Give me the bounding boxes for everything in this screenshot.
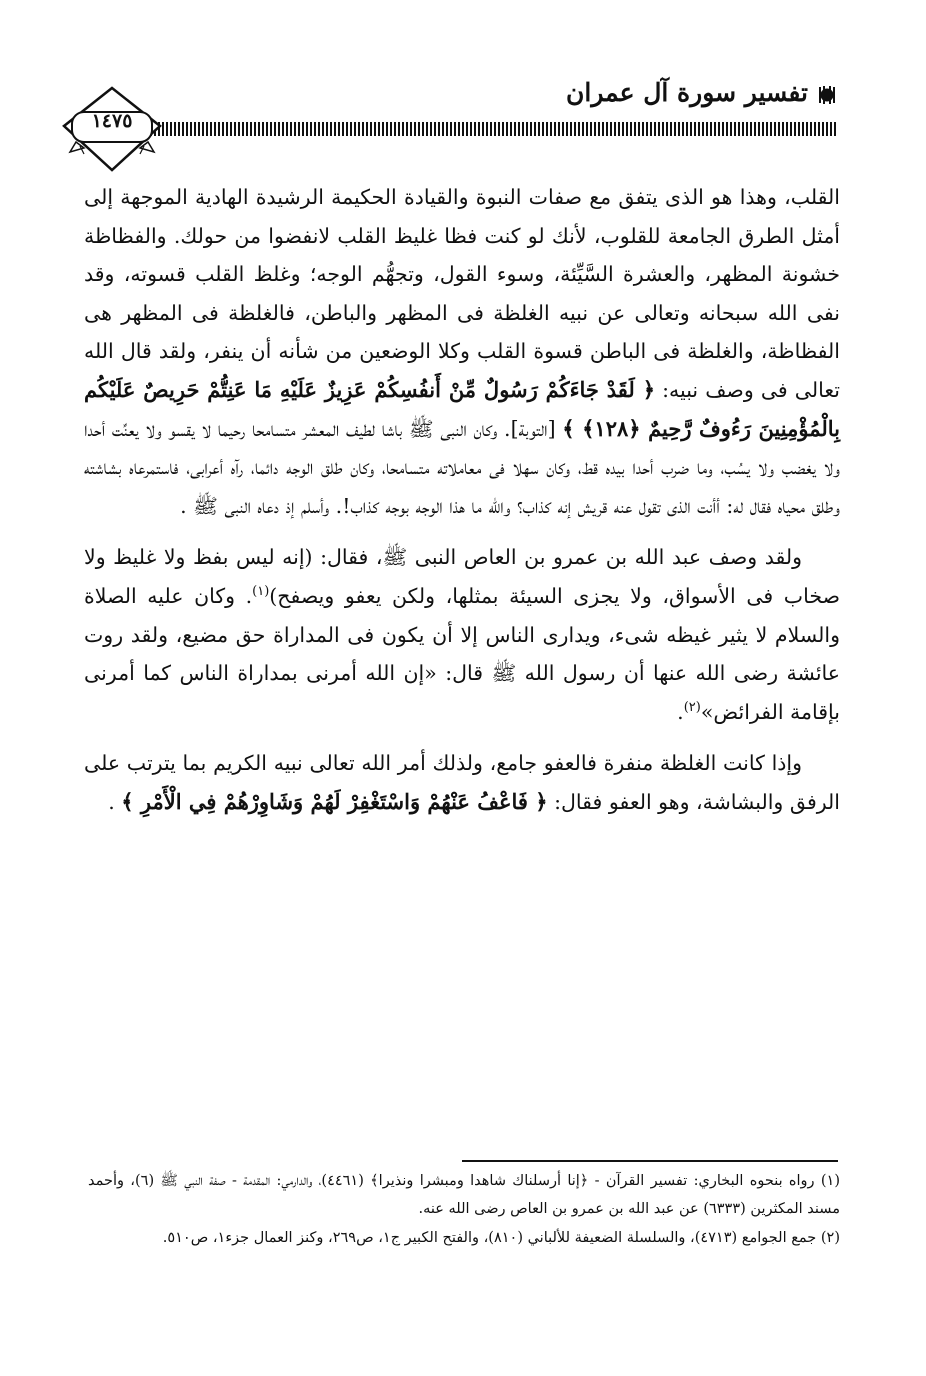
paragraph — [84, 538, 840, 731]
paragraph-text: وإذا كانت الغلظة منفرة فالعفو جامع، ولذلك أمر الله تعالى نبيه الكريم بما يترتب على الرفق والبشاشة، وهو العفو فقال: — [84, 751, 840, 814]
paragraph-text: القلب، وهذا هو الذى يتفق مع صفات النبوة والقيادة الحكيمة الرشيدة الهادية الموجهة إلى أمثل الطرق الجامعة للقلوب، لأنك لو كنت فظا غليظ القلب لانفضوا من حولك. والفظاظة خشونة المظهر، والعشرة السَّيِّئة، وسوء القول، وتجهُّم الوجه؛ وغلظ القلب قسوته، وقد نفى الله سبحانه وتعالى عن نبيه الغلظة فى المظهر والباطن، فالغلظة فى المظهر هى الفظاظة، والغلظة فى الباطن قسوة القلب وكلا الوضعين من شأنه أن ينفر، ولقد قال الله تعالى فى وصف نبيه: — [84, 185, 840, 402]
paragraph-text: . وكان عليه الصلاة والسلام لا يثير غيظه شىء، ويدارى الناس إلا أن يكون فى المداراة حق مضيع، ولقد روت عائشة رضى الله عنها أن رسول الله ﷺ قال: «إن الله أمرنى بمداراة الناس كما أمرنى بإقامة الفرائض» — [84, 583, 840, 724]
footnote-ref: (٢) — [683, 699, 701, 715]
paragraph — [84, 178, 840, 525]
quran-verse: ﴿ فَاعْفُ عَنْهُمْ وَاسْتَغْفِرْ لَهُمْ وَشَاوِرْهُمْ فِي الْأَمْرِ ﴾ — [121, 788, 548, 814]
main-text — [84, 178, 840, 822]
paragraph-text: . — [677, 699, 684, 724]
quran-verse: ﴿ لَقَدْ جَاءَكُمْ رَسُولٌ مِّنْ أَنفُسِكُمْ عَزِيزٌ عَلَيْهِ مَا عَنِتُّمْ حَرِيصٌ عَلَيْكُم بِالْمُؤْمِنِينَ رَءُوفٌ رَّحِيمٌ ﴿١٢٨﴾ ﴾ — [84, 376, 840, 441]
paragraph-text: ولقد وصف عبد الله بن عمرو بن العاص النبى ﷺ، فقال: (إنه ليس بفظ ولا غليظ ولا صخاب فى الأسواق، ولا يجزى السيئة بمثلها، ولكن يعفو ويصفح) — [84, 545, 840, 608]
footnotes — [88, 1168, 840, 1253]
footnote: (١) رواه بنحوه البخاري: تفسير القرآن - ﴿إنا أرسلناك شاهدا ومبشرا ونذيرا﴾ (٤٤٦١)، والدارمي: المقدمة - صفة النبي ﷺ (٦)، وأحمد مسند المكثرين (٦٣٣٣) عن عبد الله بن عمرو بن العاص رضى الله عنه. — [88, 1173, 840, 1217]
footnote-ref: (١) — [252, 584, 270, 600]
page-number: ١٤٧٥ — [91, 110, 133, 132]
paragraph-text: . — [108, 789, 115, 814]
running-header-title: تفسير سورة آل عمران — [566, 78, 808, 107]
header-divider — [150, 122, 838, 136]
footnote-divider — [462, 1160, 838, 1162]
footnote: (٢) جمع الجوامع (٤٧١٣)، والسلسلة الضعيفة للألباني (٨١٠)، والفتح الكبير ج١، ص٢٦٩، وكنز العمال جزء١، ص٥١٠. — [162, 1230, 840, 1246]
paragraph-text: [التوبة]. وكان النبى ﷺ باشا لطيف المعشر متسامحا رحيما لا يقسو ولا يعنِّت أحدا ولا يغضب ولا يسُب، وما ضرب أحدا بيده قط، وكان سهلا فى معاملاته متسامحا، وكان طلق الوجه دائما، رآه أعرابى، فاستمرعاه بشاشته وطلق محياه فقال له: أأنت الذى تقول عنه قريش إنه كذاب؟ والله ما هذا الوجه بوجه كذاب!. وأسلم إذ دعاه النبى ﷺ . — [84, 416, 840, 518]
ornament-icon — [816, 85, 838, 105]
paragraph — [84, 744, 840, 821]
